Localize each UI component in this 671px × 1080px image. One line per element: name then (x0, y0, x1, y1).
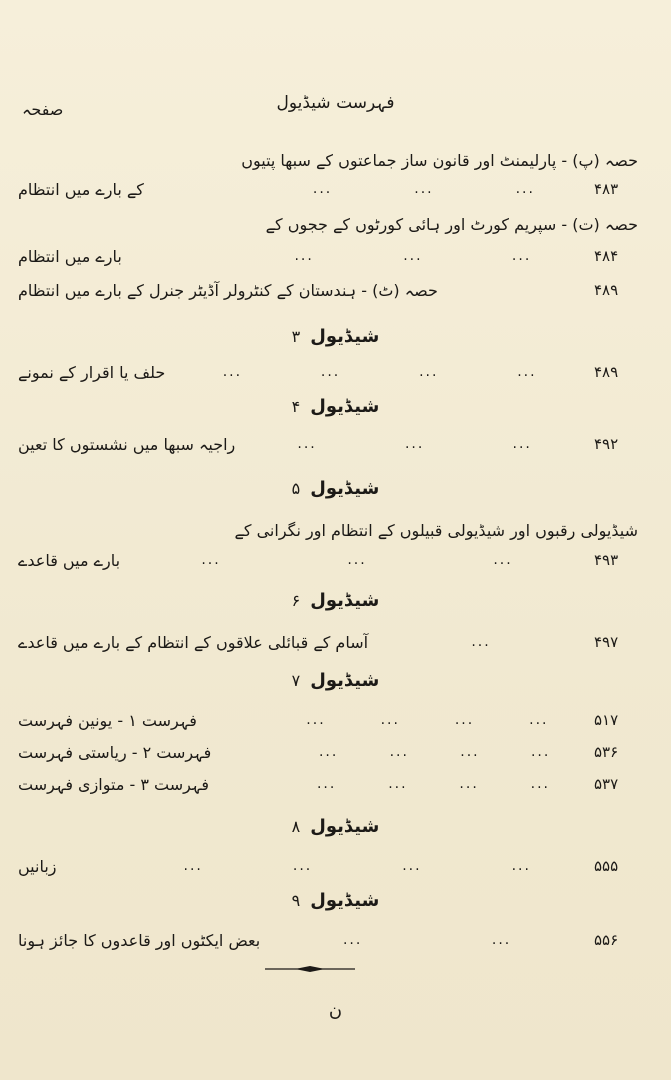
schedule-heading (0, 478, 671, 499)
leader-dots: ... (471, 634, 491, 650)
schedule-number: ۴ (291, 397, 301, 416)
toc-entry[interactable] (18, 430, 638, 458)
toc-entry-continuation[interactable] (18, 546, 638, 574)
entry-page: ۵۱۷ (594, 711, 619, 729)
schedule-heading (0, 326, 671, 347)
toc-entry[interactable] (18, 852, 638, 880)
schedule-title: شیڈیول (310, 890, 380, 911)
schedule-heading (0, 590, 671, 611)
toc-entry[interactable] (18, 146, 638, 174)
entry-label: فہرست ۱ - یونین فہرست (18, 710, 197, 730)
toc-entry[interactable] (18, 770, 638, 798)
schedule-title: شیڈیول (310, 816, 380, 837)
toc-entry-continuation[interactable] (18, 175, 638, 203)
entry-page: ۴۸۴ (594, 247, 619, 265)
entry-page: ۴۹۳ (594, 551, 619, 569)
entry-label: فہرست ۲ - ریاستی فہرست (18, 742, 212, 762)
entry-label: حصہ (ت) - سپریم کورٹ اور ہائی کورٹوں کے ججوں کے (265, 214, 638, 234)
toc-entry-continuation[interactable] (18, 242, 638, 270)
entry-label: آسام کے قبائلی علاقوں کے انتظام کے بارے میں قاعدے (18, 632, 369, 652)
schedule-heading (0, 670, 671, 691)
toc-entry[interactable] (18, 516, 638, 544)
entry-page: ۴۸۹ (594, 281, 619, 299)
schedule-number: ۹ (291, 891, 301, 910)
entry-page: ۴۹۷ (594, 633, 619, 651)
toc-entry[interactable] (18, 210, 638, 238)
leader-dots: ... ... ... ... (306, 712, 549, 728)
entry-label: حصہ (پ) - پارلیمنٹ اور قانون ساز جماعتوں کے سبھا پتیوں (241, 150, 638, 170)
page-column-heading: صفحہ (22, 100, 64, 119)
entry-label: بارے میں قاعدے (18, 550, 121, 570)
entry-page: ۴۸۳ (594, 180, 619, 198)
schedule-number: ۸ (291, 817, 301, 836)
entry-label: بعض ایکٹوں اور قاعدوں کا جائز ہونا (18, 930, 261, 950)
entry-page: ۴۸۹ (594, 363, 619, 381)
toc-entry[interactable] (18, 628, 638, 656)
entry-label: فہرست ۳ - متوازی فہرست (18, 774, 210, 794)
schedule-number: ۵ (291, 479, 301, 498)
leader-dots: ... ... ... (297, 436, 532, 452)
schedule-number: ۳ (291, 327, 301, 346)
entry-page: ۵۵۶ (594, 931, 619, 949)
toc-entry[interactable] (18, 358, 638, 386)
toc-entry[interactable] (18, 926, 638, 954)
leader-dots: ... ... ... ... (318, 744, 551, 760)
schedule-heading (0, 396, 671, 417)
leader-dots: ... ... ... ... (222, 364, 537, 380)
entry-page: ۵۳۷ (594, 775, 619, 793)
leader-dots: ... ... ... (201, 552, 513, 568)
schedule-heading (0, 890, 671, 911)
entry-label: حصہ (ٹ) - ہندستان کے کنٹرولر آڈیٹر جنرل کے بارے میں انتظام (18, 280, 438, 300)
entry-page: ۵۳۶ (594, 743, 619, 761)
entry-label: حلف یا اقرار کے نمونے (18, 362, 166, 382)
entry-label: کے بارے میں انتظام (18, 179, 144, 199)
entry-label: راجیہ سبھا میں نشستوں کا تعین (18, 434, 236, 454)
entry-label: زبانیں (18, 856, 57, 876)
entry-page: ۴۹۲ (594, 435, 619, 453)
entry-label: شیڈیولی رقبوں اور شیڈیولی قبیلوں کے انتظام اور نگرانی کے (234, 520, 638, 540)
entry-label: بارے میں انتظام (18, 246, 122, 266)
leader-dots: ... ... ... ... (183, 858, 531, 874)
schedule-number: ۶ (291, 591, 301, 610)
ornament-divider (265, 965, 355, 973)
page-title: فہرست شیڈیول (276, 93, 395, 113)
schedule-title: شیڈیول (310, 670, 380, 691)
leader-dots: ... ... ... (312, 181, 535, 197)
leader-dots: ... ... (342, 932, 512, 948)
entry-page: ۵۵۵ (594, 857, 619, 875)
schedule-number: ۷ (291, 671, 301, 690)
schedule-title: شیڈیول (310, 478, 380, 499)
schedule-heading (0, 816, 671, 837)
toc-entry[interactable] (18, 706, 638, 734)
leader-dots: ... ... ... (294, 248, 532, 264)
toc-entry[interactable] (18, 276, 638, 304)
page-number: ن (328, 1000, 343, 1021)
toc-entry[interactable] (18, 738, 638, 766)
schedule-title: شیڈیول (310, 326, 380, 347)
schedule-title: شیڈیول (310, 396, 380, 417)
schedule-title: شیڈیول (310, 590, 380, 611)
leader-dots: ... ... ... ... (316, 776, 551, 792)
